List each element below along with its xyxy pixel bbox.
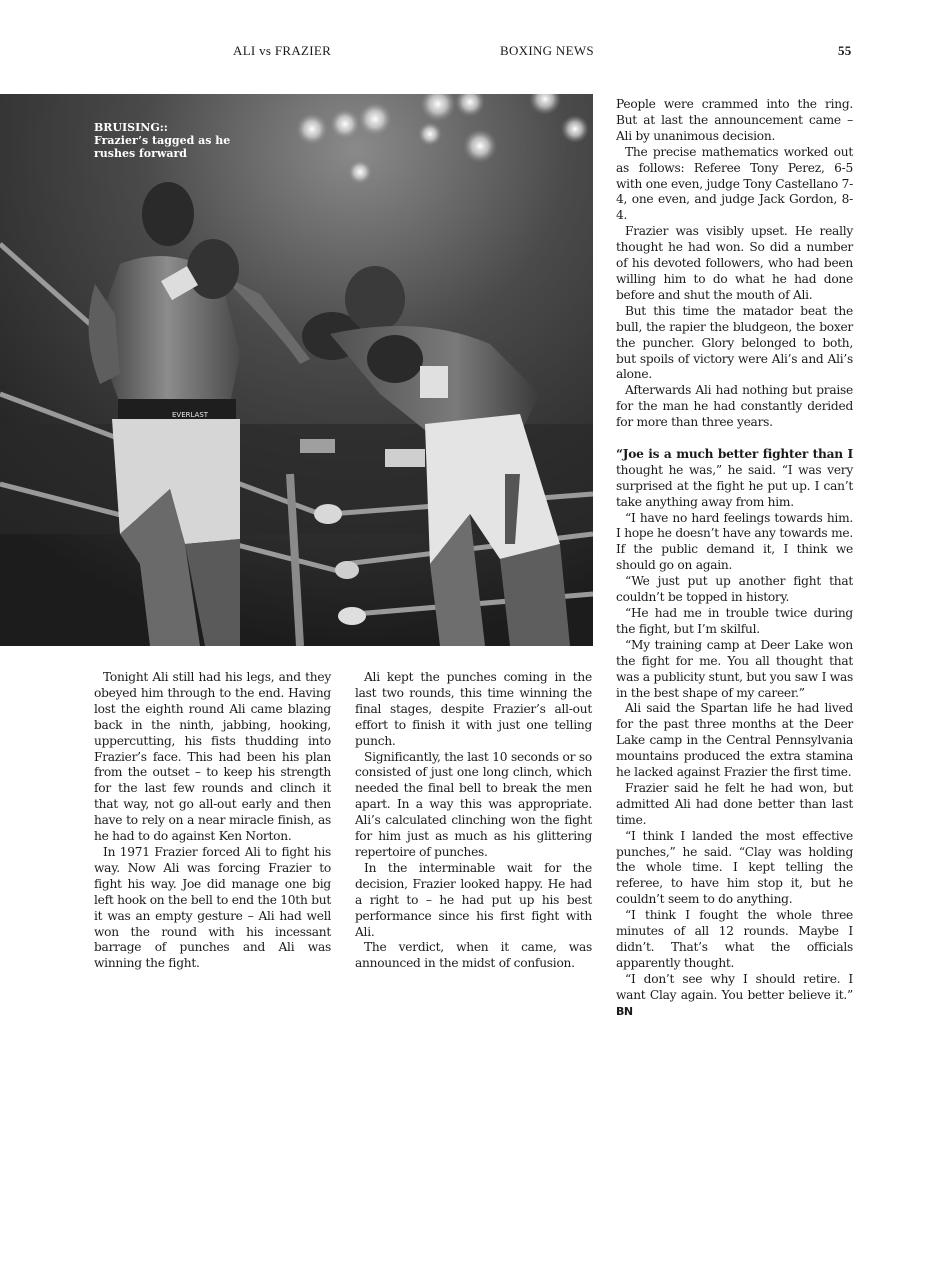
paragraph: “I think I landed the most effective punches,” he said. “Clay was holding the whole time. I kept telling the referee, to have him stop it, but he couldn’t seem to do anything. [616,828,853,907]
paragraph: “I think I fought the whole three minutes of all 12 rounds. Maybe I didn’t. That’s what the officials apparently thought. [616,908,853,970]
article-column-1 [94,670,331,972]
paragraph: Afterwards Ali had nothing but praise for the man he had constantly derided for more than three years. [616,383,853,430]
paragraph: People were crammed into the ring. But at last the announcement came – Ali by unanimous decision. [616,97,853,143]
paragraph: “I have no hard feelings towards him. I hope he doesn’t have any towards me. If the public demand it, I think we should go on again. [616,510,853,573]
paragraph: Tonight Ali still had his legs, and they obeyed him through to the end. Having lost the eighth round Ali came blazing back in the ninth, jabbing, hooking, uppercutting, his fists thudding into Frazier’s face. This had been his plan from the outset – to keep his strength for the last few rounds and clinch it that way, not go all-out early and then have to rely on a near miracle finish, as he had to do against Ken Norton. [94,670,331,844]
paragraph: But this time the matador beat the bull, the rapier the bludgeon, the boxer the puncher. Glory belonged to both, but spoils of victory were Ali’s and Ali’s alone. [616,303,853,382]
fight-photo [0,94,593,646]
quote-lead: “Joe is a much better fighter than I [616,446,853,461]
paragraph: In 1971 Frazier forced Ali to fight his way. Now Ali was forcing Frazier to fight his way. Joe did manage one big left hook on the bell to end the 10th but it was an empty gesture – Ali had well won the round with his incessant barrage of punches and Ali was winning the fight. [94,844,331,971]
paragraph: “My training camp at Deer Lake won the fight for me. You all thought that was a publicity stunt, but you saw I was in the best shape of my career.” [616,637,853,700]
paragraph: The precise mathematics worked out as follows: Referee Tony Perez, 6-5 with one even, judge Tony Castellano 7-4, one even, and judge Jack Gordon, 8-4. [616,144,853,223]
paragraph: The verdict, when it came, was announced in the midst of confusion. [355,940,592,971]
quote-rest: thought he was,” he said. “I was very surprised at the fight he put up. I can’t take anything away from him. [616,462,853,509]
final-paragraph [616,972,853,1020]
section-title: ALI vs FRAZIER [233,43,332,58]
paragraph: “We just put up another fight that couldn’t be topped in history. [616,574,853,605]
page-number: 55 [838,43,852,58]
paragraph: Ali said the Spartan life he had lived for the past three months at the Deer Lake camp in the Central Pennsylvania mountains produced the extra stamina he lacked against Frazier the first time. [616,701,853,780]
pull-quote-paragraph [616,447,853,511]
paragraph: “He had me in trouble twice during the fight, but I’m skilful. [616,605,853,636]
end-mark: BN [616,1004,633,1018]
caption-text: Frazier’s tagged as he rushes forward [94,134,231,160]
final-text: “I don’t see why I should retire. I want Clay again. You better believe it.” [616,971,853,1002]
article-column-3 [616,97,853,1020]
paragraph: Frazier said he felt he had won, but admitted Ali had done better than last time. [616,780,853,827]
photo-caption [94,121,234,160]
paragraph: Ali kept the punches coming in the last two rounds, this time winning the final stages, despite Frazier’s all-out effort to finish it with just one telling punch. [355,670,592,748]
boxers-illustration [0,94,593,646]
paragraph: Significantly, the last 10 seconds or so consisted of just one long clinch, which needed the final bell to break the men apart. In a way this was appropriate. Ali’s calculated clinching won the fight for him just as much as his glittering repertoire of punches. [355,749,592,859]
caption-label: BRUISING:: [94,121,168,134]
paragraph: In the interminable wait for the decision, Frazier looked happy. He had a right to – he had put up his best performance since his first fight with Ali. [355,860,592,939]
article-column-2 [355,670,592,972]
paragraph: Frazier was visibly upset. He really thought he had won. So did a number of his devoted followers, who had been willing him to do what he had done before and shut the mouth of Ali. [616,224,853,302]
publication-name: BOXING NEWS [500,43,594,58]
running-header [0,43,948,61]
trunks-brand: EVERLAST [172,411,209,419]
